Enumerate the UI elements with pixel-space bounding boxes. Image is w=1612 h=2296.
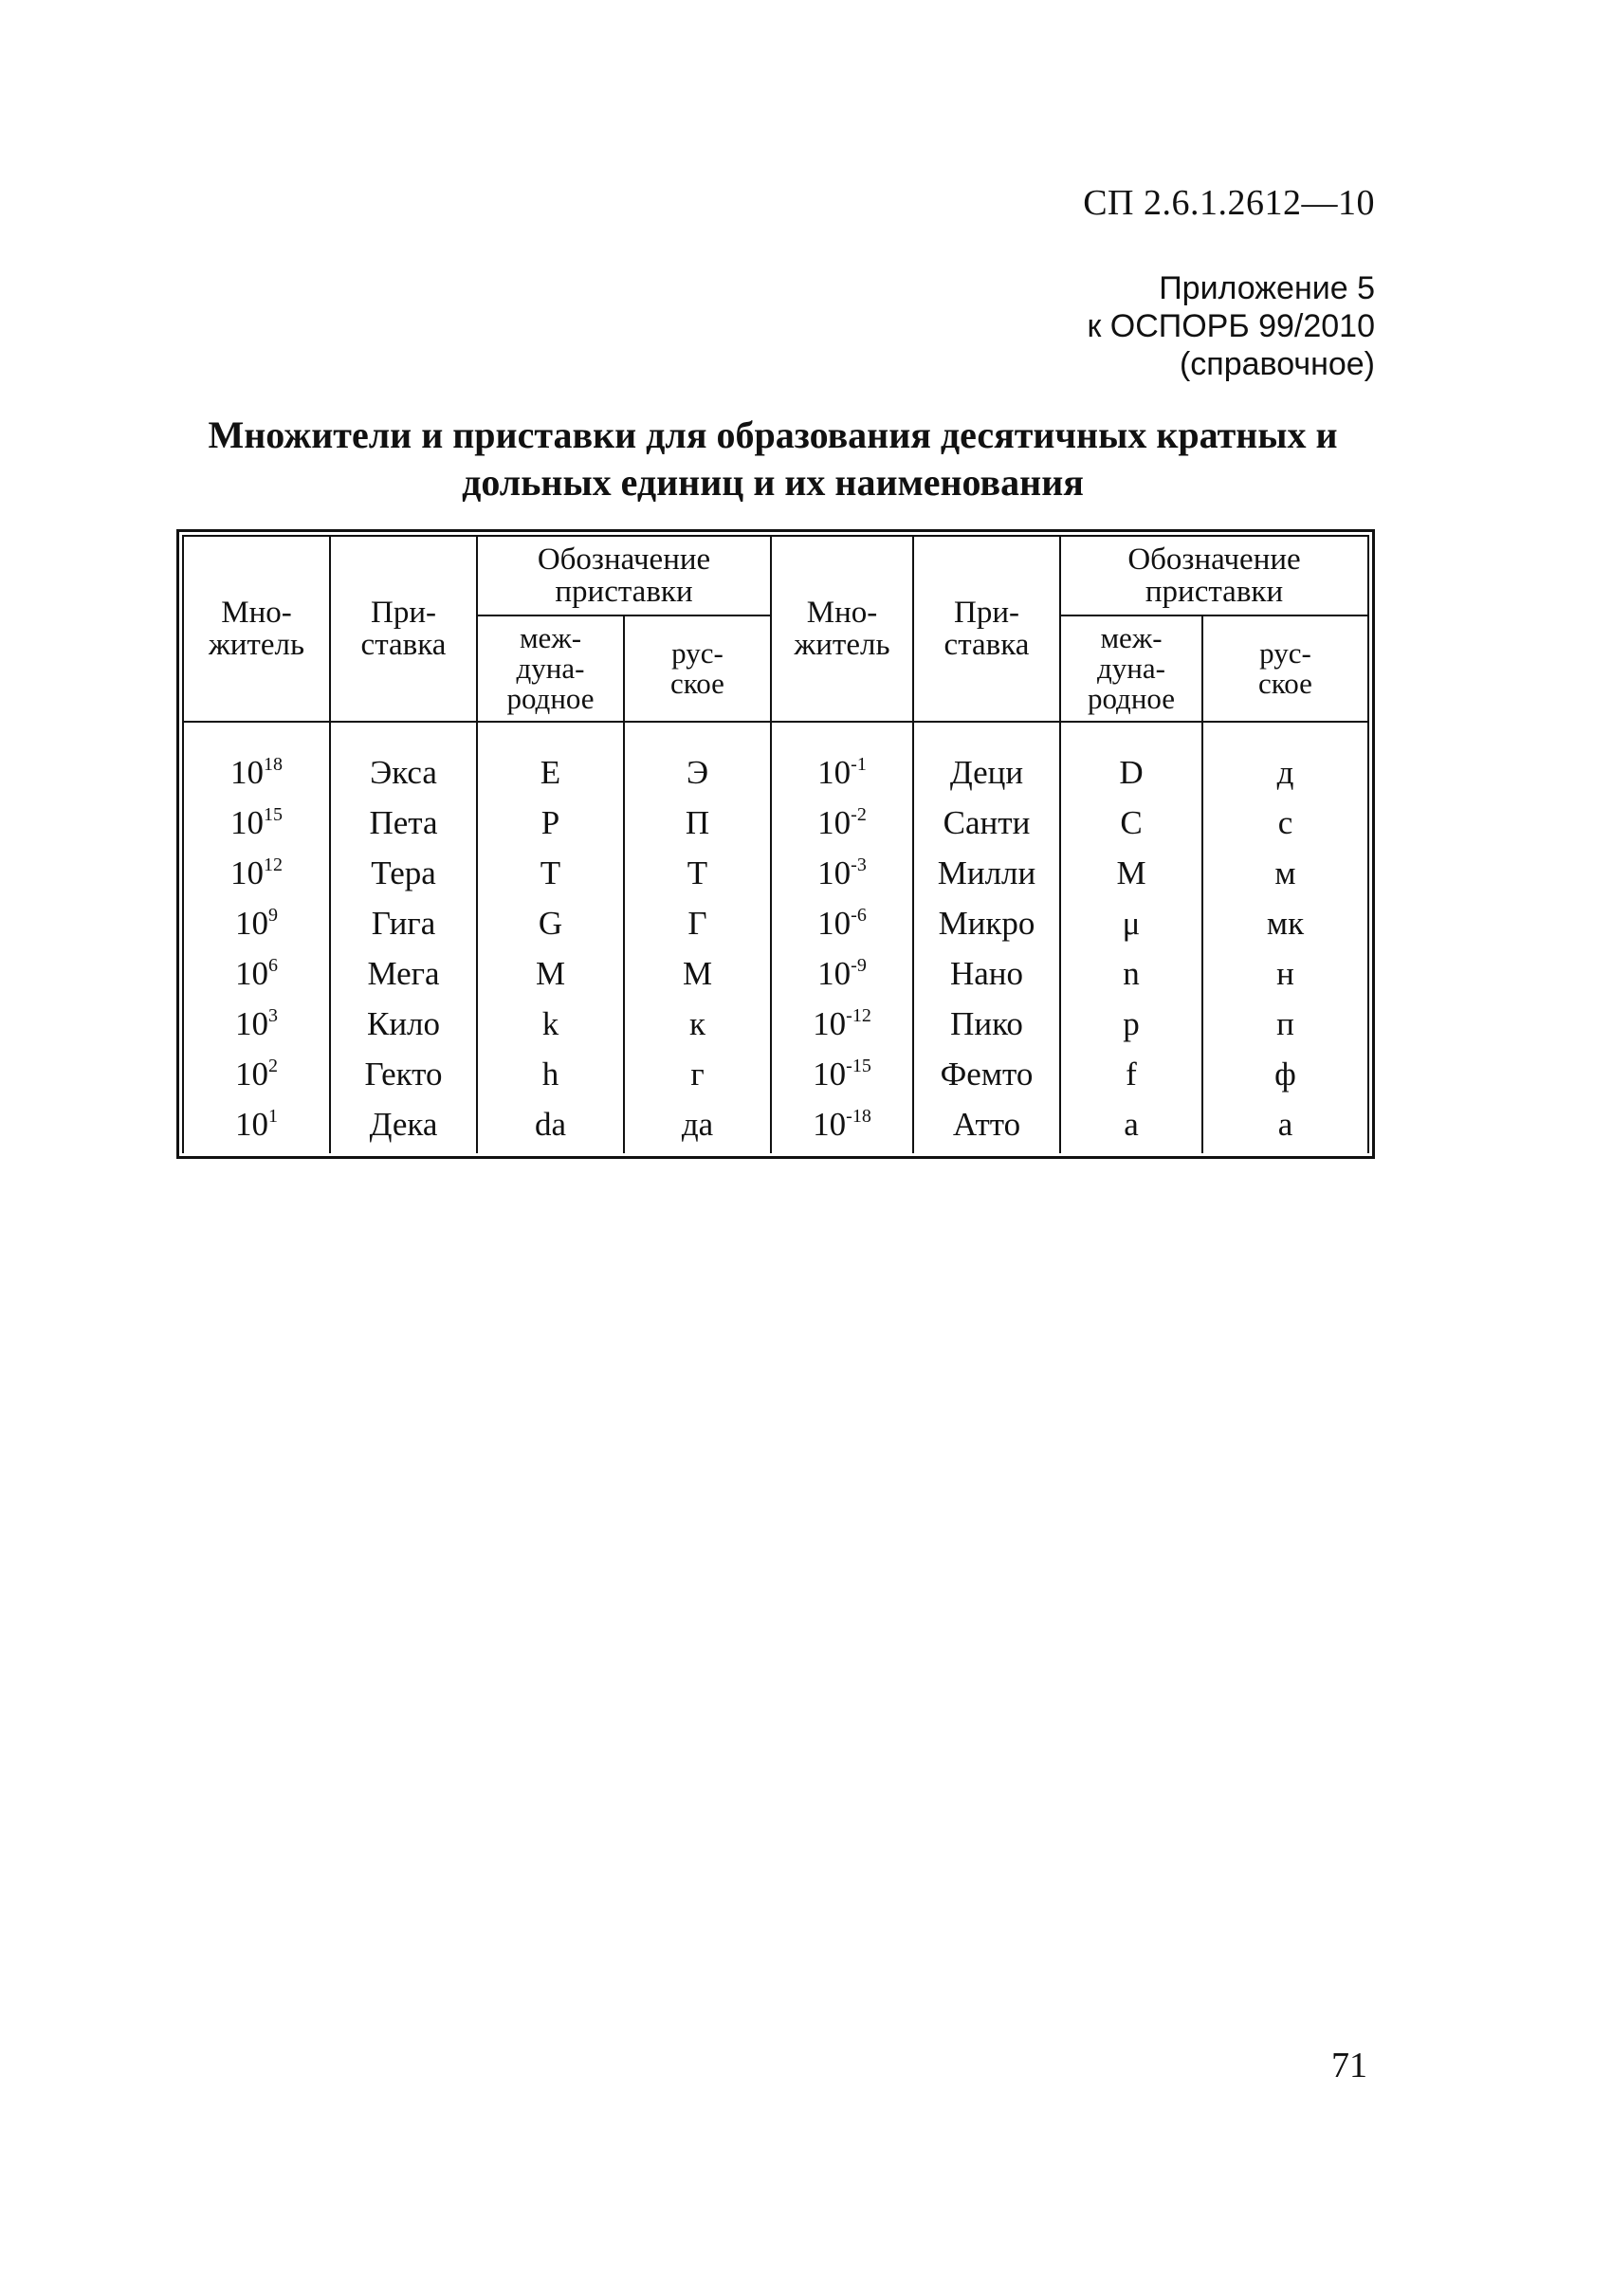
international-symbol-cell: f	[1060, 1049, 1202, 1099]
russian-symbol-cell: г	[624, 1049, 771, 1099]
multiplier-cell: $10^{-15}$	[771, 1049, 913, 1099]
table-row	[183, 722, 1368, 798]
title-line: дольных единиц и их наименования	[462, 461, 1084, 504]
multiplier-cell: $10^{15}$	[183, 798, 330, 848]
prefix-name-cell: Пико	[913, 999, 1060, 1049]
prefix-name-cell: Фемто	[913, 1049, 1060, 1099]
russian-symbol-cell: мк	[1202, 898, 1368, 948]
international-symbol-cell: E	[477, 722, 624, 798]
multiplier-cell: $10^6$	[183, 948, 330, 999]
prefix-name-cell: Гига	[330, 898, 477, 948]
international-symbol-cell: M	[477, 948, 624, 999]
international-symbol-cell: h	[477, 1049, 624, 1099]
international-symbol-cell: μ	[1060, 898, 1202, 948]
international-symbol-cell: a	[1060, 1099, 1202, 1153]
appendix-line: к ОСПОРБ 99/2010	[1087, 308, 1375, 344]
page-number: 71	[1331, 2046, 1367, 2085]
multiplier-cell: $10^{-12}$	[771, 999, 913, 1049]
prefix-name-cell: Милли	[913, 848, 1060, 898]
russian-symbol-cell: Г	[624, 898, 771, 948]
russian-symbol-cell: ф	[1202, 1049, 1368, 1099]
prefix-table-frame	[176, 529, 1375, 1159]
russian-symbol-cell: М	[624, 948, 771, 999]
prefix-name-cell: Санти	[913, 798, 1060, 848]
international-symbol-cell: k	[477, 999, 624, 1049]
prefix-name-cell: Пета	[330, 798, 477, 848]
prefix-name-cell: Кило	[330, 999, 477, 1049]
appendix-line: Приложение 5	[1159, 270, 1375, 306]
russian-symbol-cell: Э	[624, 722, 771, 798]
multiplier-cell: $10^{12}$	[183, 848, 330, 898]
multiplier-cell: $10^{-3}$	[771, 848, 913, 898]
international-symbol-cell: D	[1060, 722, 1202, 798]
prefix-name-cell: Мега	[330, 948, 477, 999]
header-international: меж- дуна- родное	[477, 615, 624, 722]
multiplier-cell: $10^1$	[183, 1099, 330, 1153]
page-title	[171, 412, 1375, 506]
multiplier-cell: $10^2$	[183, 1049, 330, 1099]
international-symbol-cell: C	[1060, 798, 1202, 848]
prefix-table	[182, 535, 1369, 1153]
document-code: СП 2.6.1.2612—10	[1083, 183, 1375, 223]
russian-symbol-cell: д	[1202, 722, 1368, 798]
russian-symbol-cell: Т	[624, 848, 771, 898]
table-row	[183, 1099, 1368, 1153]
title-line: Множители и приставки для образования десятичных кратных и	[208, 413, 1338, 456]
appendix-label	[1087, 269, 1375, 383]
multiplier-cell: $10^{-6}$	[771, 898, 913, 948]
appendix-line: (справочное)	[1179, 346, 1375, 382]
table-row	[183, 798, 1368, 848]
russian-symbol-cell: а	[1202, 1099, 1368, 1153]
header-designation: Обозначение приставки	[477, 536, 771, 615]
prefix-name-cell: Атто	[913, 1099, 1060, 1153]
multiplier-cell: $10^{-1}$	[771, 722, 913, 798]
international-symbol-cell: p	[1060, 999, 1202, 1049]
russian-symbol-cell: м	[1202, 848, 1368, 898]
prefix-name-cell: Нано	[913, 948, 1060, 999]
header-russian: рус- ское	[624, 615, 771, 722]
russian-symbol-cell: П	[624, 798, 771, 848]
international-symbol-cell: T	[477, 848, 624, 898]
header-multiplier: Мно- житель	[771, 536, 913, 722]
russian-symbol-cell: да	[624, 1099, 771, 1153]
international-symbol-cell: M	[1060, 848, 1202, 898]
header-multiplier: Мно- житель	[183, 536, 330, 722]
multiplier-cell: $10^3$	[183, 999, 330, 1049]
header-prefix: При- ставка	[913, 536, 1060, 722]
header-international: меж- дуна- родное	[1060, 615, 1202, 722]
russian-symbol-cell: п	[1202, 999, 1368, 1049]
table-row	[183, 848, 1368, 898]
russian-symbol-cell: н	[1202, 948, 1368, 999]
russian-symbol-cell: к	[624, 999, 771, 1049]
prefix-name-cell: Деци	[913, 722, 1060, 798]
header-prefix: При- ставка	[330, 536, 477, 722]
table-row	[183, 898, 1368, 948]
prefix-name-cell: Микро	[913, 898, 1060, 948]
russian-symbol-cell: с	[1202, 798, 1368, 848]
header-designation: Обозначение приставки	[1060, 536, 1368, 615]
international-symbol-cell: G	[477, 898, 624, 948]
table-row	[183, 1049, 1368, 1099]
multiplier-cell: $10^{-18}$	[771, 1099, 913, 1153]
prefix-name-cell: Гекто	[330, 1049, 477, 1099]
multiplier-cell: $10^{-9}$	[771, 948, 913, 999]
multiplier-cell: $10^9$	[183, 898, 330, 948]
prefix-name-cell: Экса	[330, 722, 477, 798]
table-row	[183, 999, 1368, 1049]
prefix-name-cell: Тера	[330, 848, 477, 898]
header-russian: рус- ское	[1202, 615, 1368, 722]
multiplier-cell: $10^{18}$	[183, 722, 330, 798]
international-symbol-cell: da	[477, 1099, 624, 1153]
table-row	[183, 948, 1368, 999]
international-symbol-cell: P	[477, 798, 624, 848]
prefix-name-cell: Дека	[330, 1099, 477, 1153]
international-symbol-cell: n	[1060, 948, 1202, 999]
multiplier-cell: $10^{-2}$	[771, 798, 913, 848]
